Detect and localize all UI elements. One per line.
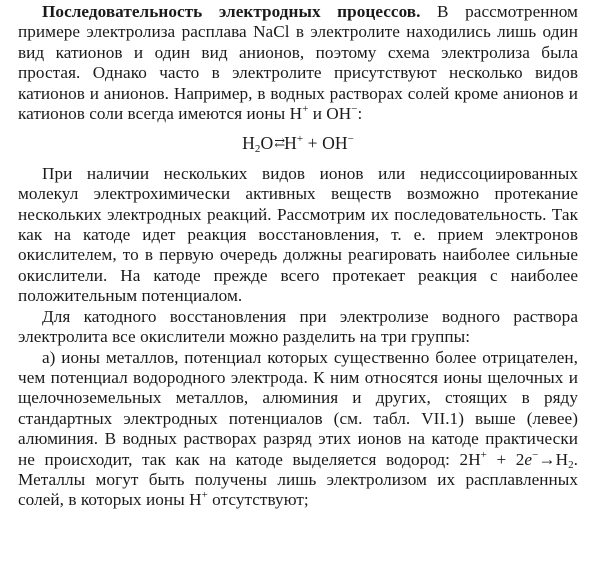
ion-oh: OH: [326, 104, 352, 124]
ion-h: H: [289, 104, 303, 124]
paragraph-text: а) ионы металлов, потенциал которых существенно более отрицателен, чем потенциал водородного электрода. К ним относятся ионы щелочных и щелочноземельных металлов, алюминия и других, стоящих в ряду стандартных электродных потенциалов (см. табл. VII.1) выше (левее) алюминия. В водных растворах разряд этих ионов на катоде практически не происходит, так как на катоде выделяется водород:: [18, 347, 578, 469]
section-heading: Последовательность электродных процессов.: [42, 2, 421, 21]
paragraph-text: отсутствуют;: [207, 490, 309, 510]
formula-h: H: [242, 133, 255, 154]
ion-h: H: [189, 490, 202, 510]
reaction-arrow: →: [538, 449, 556, 469]
formula-plus: +: [303, 133, 323, 154]
conjunction: и: [308, 104, 327, 124]
equation-charge: −: [532, 448, 539, 461]
equation-plus: + 2: [486, 449, 525, 469]
equation-h: 2H: [459, 449, 481, 469]
formula-subscript: 2: [254, 143, 261, 156]
paragraph-text: В рассмотренном примере электролиза расплава NaCl в электролите находились лишь один вид катионов и один вид анионов, поэтому схема электролиза была простая. Однако часто в электролите присутствуют несколько видов катионов и анионов. Например, в водных растворах солей кроме анионов и катионов соли всегда имеются ионы: [18, 2, 578, 124]
equation-electron: e: [524, 449, 533, 469]
paragraph-group-a: [18, 348, 578, 511]
ion-charge: −: [351, 103, 358, 116]
paragraph-intro: [18, 2, 578, 124]
formula-charge: −: [347, 133, 354, 146]
formula-charge: +: [296, 133, 304, 146]
formula-o: O: [260, 133, 274, 154]
ion-charge: +: [302, 103, 309, 116]
equation-charge: +: [480, 448, 487, 461]
punctuation: :: [357, 104, 363, 124]
equation-h2: H: [555, 449, 569, 469]
equilibrium-arrow: ⇄: [274, 135, 284, 151]
ion-charge: +: [201, 489, 208, 502]
formula-oh-ion: OH: [322, 133, 348, 154]
formula-h-ion: H: [284, 133, 297, 154]
paragraph-groups: Для катодного восстановления при электролизе водного раствора электролита все окислители можно разделить на три группы:: [18, 306, 578, 347]
equation-subscript: 2: [568, 458, 574, 471]
paragraph-sequence: При наличии нескольких видов ионов или недиссоциированных молекул электрохимически активных веществ возможно протекание нескольких электродных реакций. Рассмотрим их последовательность. Так как на катоде идет реакция восстановления, т. е. прием электронов окислителем, то в первую очередь должны реагировать наиболее сильные окислители. На катоде прежде всего протекает реакция с наиболее положительным потенциалом.: [18, 163, 578, 306]
paragraph-text: . Металлы могут быть получены лишь электролизом их расплавленных солей, в которых ионы: [18, 449, 578, 510]
water-dissociation-formula: [18, 133, 578, 156]
